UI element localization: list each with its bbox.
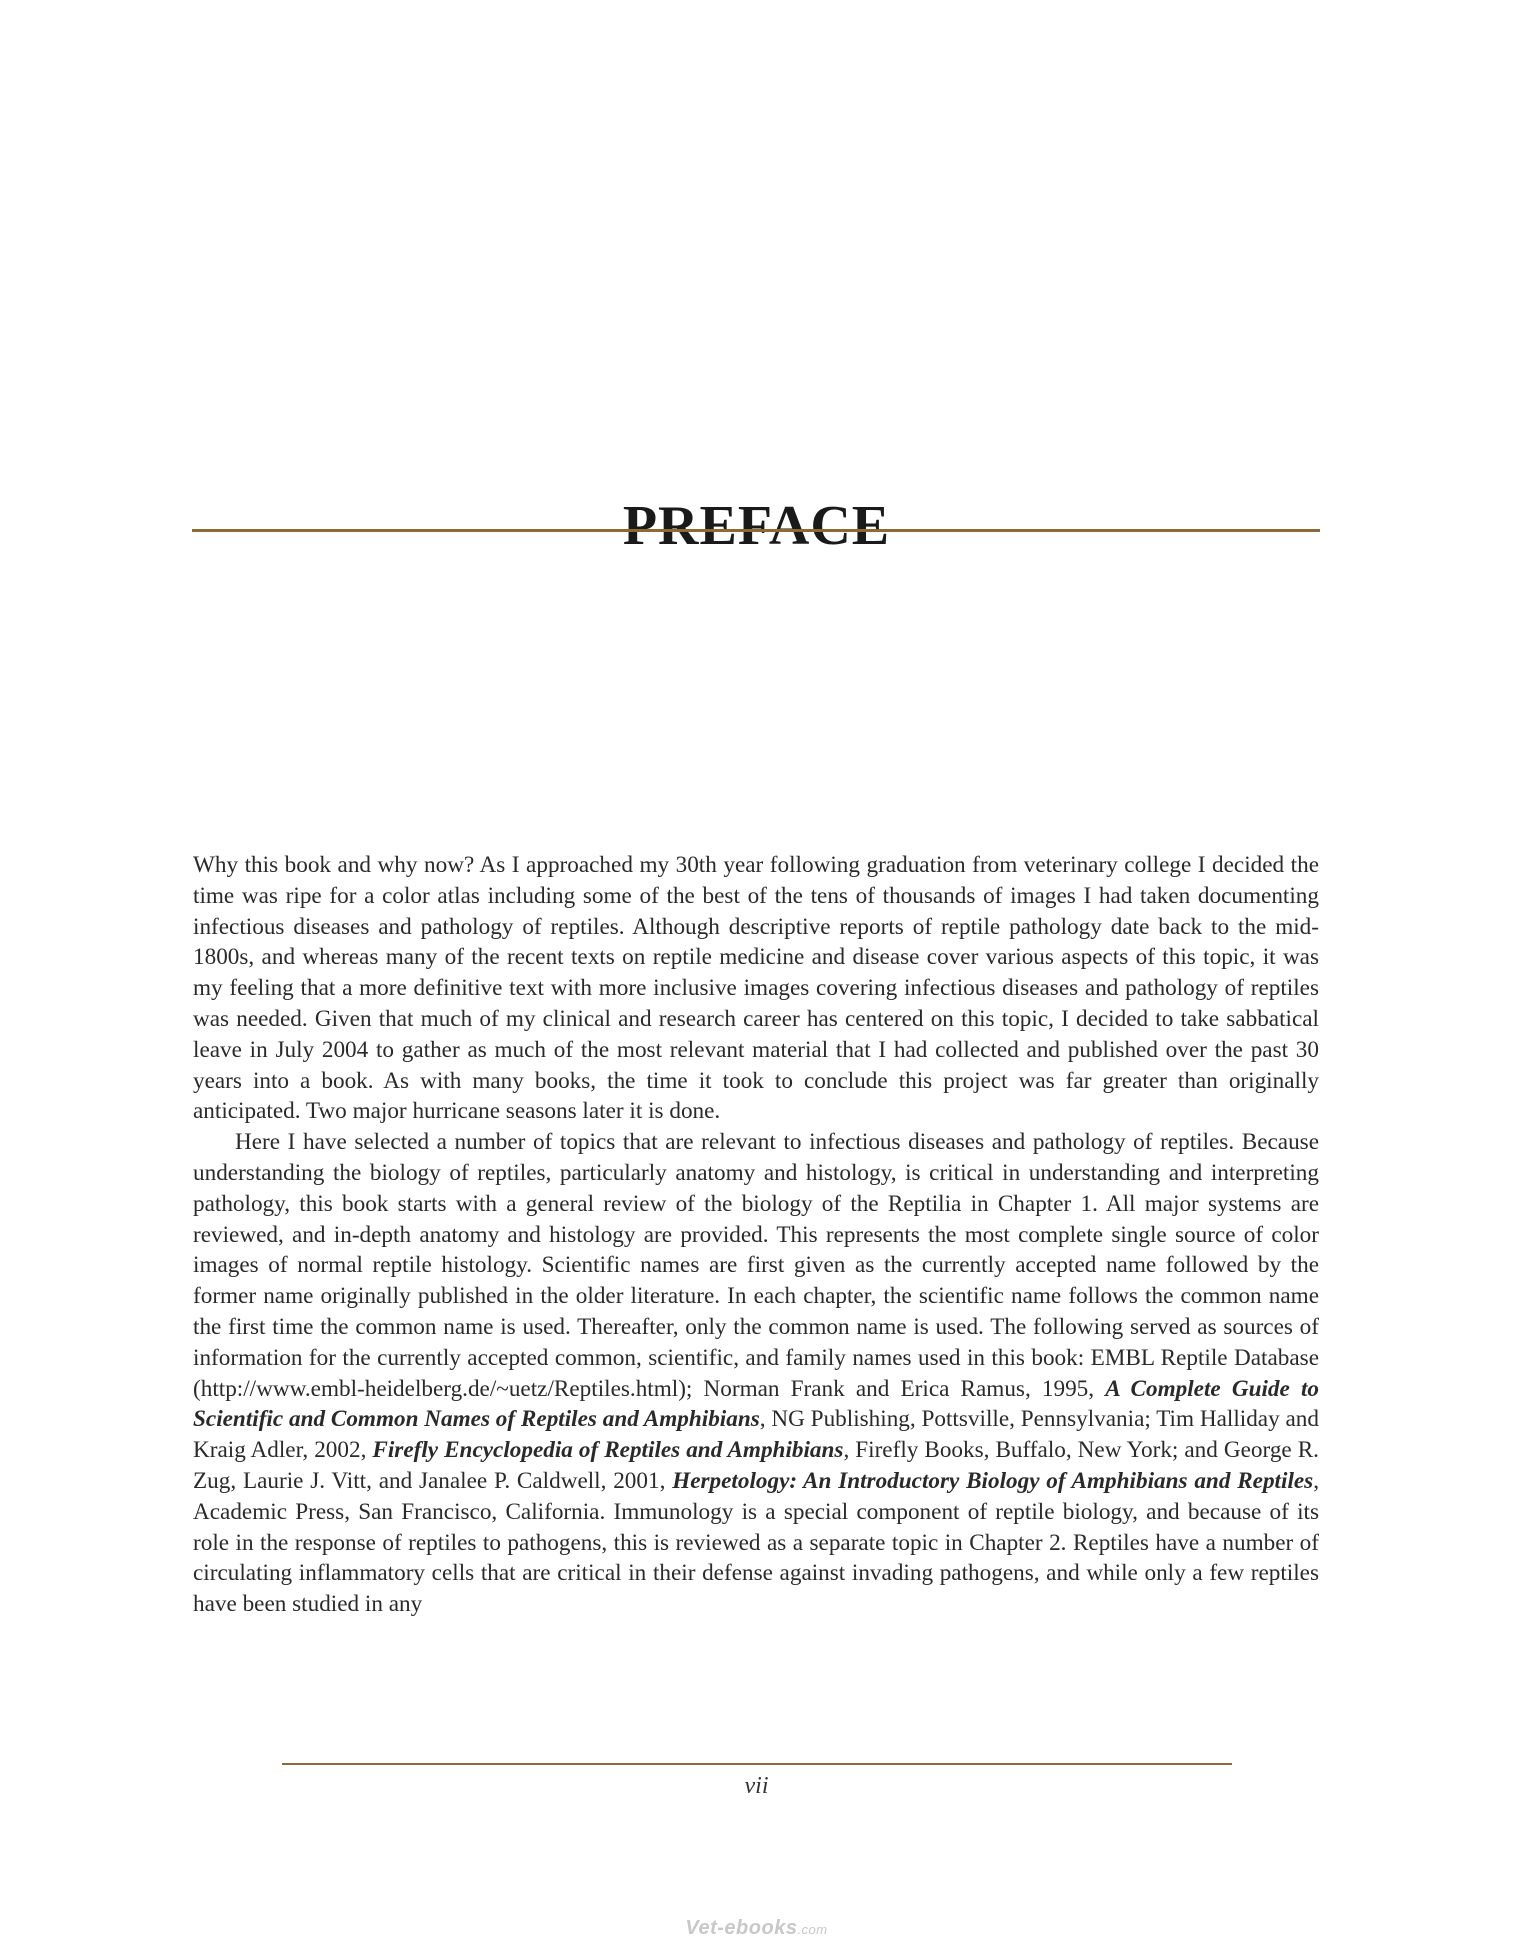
paragraph-2-text-2: , NG Publishing, Pottsville, Pennsylvania; Tim Halliday and Kraig Adler, 2002,: [193, 1406, 1319, 1464]
paragraph-2: [193, 1127, 1319, 1620]
watermark-main: Vet-ebooks: [685, 1917, 798, 1939]
watermark: [0, 1917, 1513, 1940]
watermark-suffix: .com: [797, 1922, 828, 1937]
title-divider: [192, 529, 1320, 532]
book-title-herpetology: Herpetology: An Introductory Biology of Amphibians and Reptiles: [672, 1467, 1314, 1494]
paragraph-2-text-3: , Firefly Books, Buffalo, New York; and George R. Zug, Laurie J. Vitt, and Janalee P. Caldwell, 2001,: [193, 1437, 1319, 1494]
paragraph-2-text-4: , Academic Press, San Francisco, California. Immunology is a special component of reptile biology, and because of its role in the response of reptiles to pathogens, this is reviewed as a separate topic in Chapter 2. Reptiles have a number of circulating inflammatory cells that are critical in their defense against invading pathogens, and while only a few reptiles have been studied in any: [193, 1467, 1320, 1618]
paragraph-2-text-1: Here I have selected a number of topics that are relevant to infectious diseases and pathology of reptiles. Because understanding the biology of reptiles, particularly anatomy and histology, is critical in understanding and interpreting pathology, this book starts with a general review of the biology of the Reptilia in Chapter 1. All major systems are reviewed, and in-depth anatomy and histology are provided. This represents the most complete single source of color images of normal reptile histology. Scientific names are first given as the currently accepted name followed by the former name originally published in the older literature. In each chapter, the scientific name follows the common name the first time the common name is used. Thereafter, only the common name is used. The following served as sources of information for the currently accepted common, scientific, and family names used in this book: EMBL Reptile Database (http://www.embl-heidelberg.de/~uetz/Reptiles.html); Norman Frank and Erica Ramus, 1995,: [193, 1129, 1319, 1402]
footer-divider: [282, 1763, 1232, 1765]
paragraph-1: [193, 850, 1319, 1127]
paragraph-1-text: Why this book and why now? As I approached my 30th year following graduation from veterinary college I decided the time was ripe for a color atlas including some of the best of the tens of thousands of images I had taken documenting infectious diseases and pathology of reptiles. Although descriptive reports of reptile pathology date back to the mid-1800s, and whereas many of the recent texts on reptile medicine and disease cover various aspects of this topic, it was my feeling that a more definitive text with more inclusive images covering infectious diseases and pathology of reptiles was needed. Given that much of my clinical and research career has centered on this topic, I decided to take sabbatical leave in July 2004 to gather as much of the most relevant material that I had collected and published over the past 30 years into a book. As with many books, the time it took to conclude this project was far greater than originally anticipated. Two major hurricane seasons later it is done.: [193, 852, 1319, 1125]
book-title-complete-guide: A Complete Guide to Scientific and Common Names of Reptiles and Amphibians: [193, 1375, 1319, 1433]
preface-body: [193, 850, 1319, 1620]
page-number: vii: [744, 1773, 769, 1799]
page-title: PREFACE: [622, 494, 891, 557]
book-title-firefly-encyclopedia: Firefly Encyclopedia of Reptiles and Amphibians: [372, 1437, 844, 1464]
